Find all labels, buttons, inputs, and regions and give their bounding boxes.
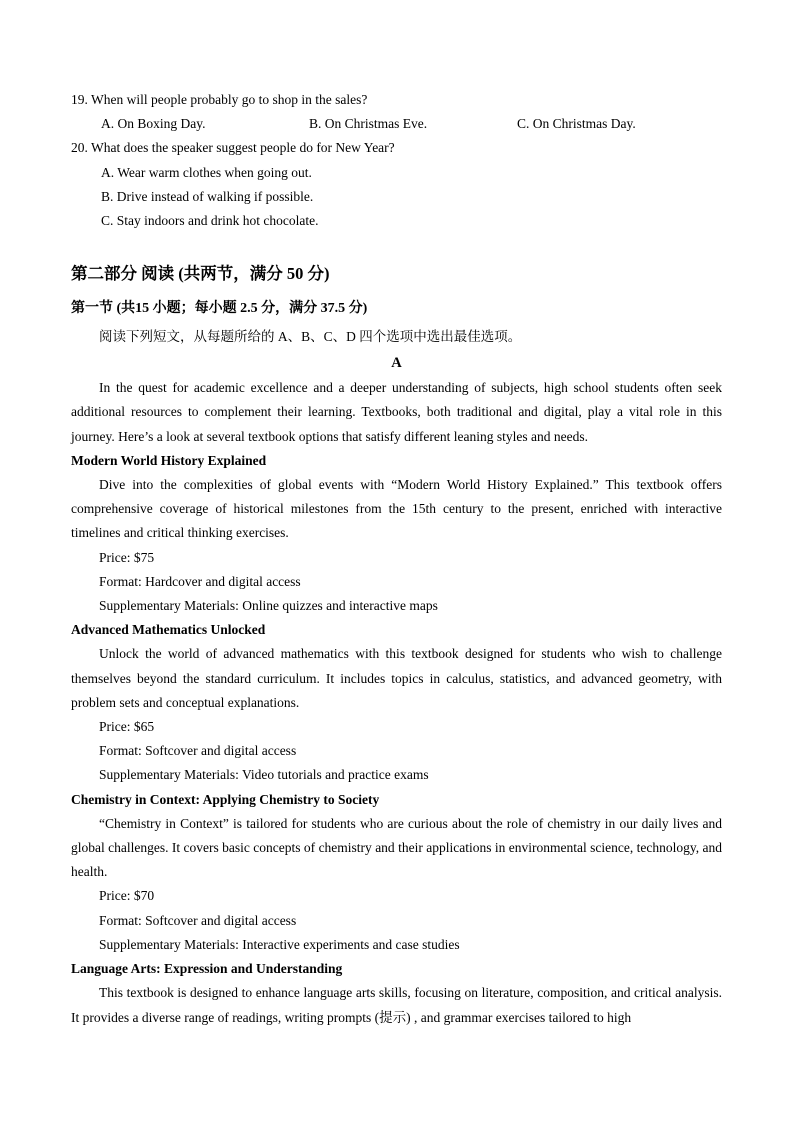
book-2-price: Price: $65	[99, 719, 155, 735]
passage-label-a: A	[391, 355, 402, 372]
book-3-price: Price: $70	[99, 888, 155, 904]
book-3-format: Format: Softcover and digital access	[99, 912, 297, 928]
question-20-option-a: A. Wear warm clothes when going out.	[101, 164, 312, 180]
book-4-title: Language Arts: Expression and Understanding	[71, 961, 343, 977]
book-2-supplementary: Supplementary Materials: Video tutorials and practice exams	[99, 767, 429, 783]
book-4-description: This textbook is designed to enhance language arts skills, focusing on literature, composition, and critical analysis. It provides a diverse range of readings, writing prompts (提示) , and grammar exercises tailored to high	[71, 985, 722, 1025]
book-2-description: Unlock the world of advanced mathematics with this textbook designed for students who wish to challenge themselves beyond the standard curriculum. It includes topics in calculus, statistics, and advanced geometry, with problem sets and conceptual explanations.	[71, 646, 722, 710]
question-19-text: 19. When will people probably go to shop in the sales?	[71, 92, 368, 107]
book-2-format: Format: Softcover and digital access	[99, 743, 297, 759]
passage-intro: In the quest for academic excellence and a deeper understanding of subjects, high school students often seek additional resources to complement their learning. Textbooks, both traditional and digital, play a vital role in this journey. Here’s a look at several textbook options that satisfy different leaning styles and needs.	[71, 380, 722, 444]
book-2-title: Advanced Mathematics Unlocked	[71, 622, 266, 638]
book-1-price: Price: $75	[99, 549, 155, 565]
book-3-description: “Chemistry in Context” is tailored for students who are curious about the role of chemistry in our daily lives and global challenges. It covers basic concepts of chemistry and their applications in environmental science, technology, and health.	[71, 815, 722, 880]
question-20-option-b: B. Drive instead of walking if possible.	[101, 188, 314, 204]
section-one-header: 第一节 (共15 小题；每小题 2.5 分，满分 37.5 分)	[71, 301, 368, 317]
reading-instruction: 阅读下列短文，从每题所给的 A、B、C、D 四个选项中选出最佳选项。	[99, 329, 522, 345]
book-3-supplementary: Supplementary Materials: Interactive experiments and case studies	[99, 936, 460, 952]
question-19-option-c: C. On Christmas Day.	[517, 116, 636, 132]
question-20-option-c: C. Stay indoors and drink hot chocolate.	[101, 213, 319, 229]
book-1-format: Format: Hardcover and digital access	[99, 573, 301, 589]
book-1-title: Modern World History Explained	[71, 452, 267, 468]
question-19-option-b: B. On Christmas Eve.	[309, 116, 428, 132]
book-1-supplementary: Supplementary Materials: Online quizzes and interactive maps	[99, 598, 438, 614]
book-3-title: Chemistry in Context: Applying Chemistry to Society	[71, 791, 380, 807]
part-two-header: 第二部分 阅读 (共两节，满分 50 分)	[71, 264, 330, 284]
question-20-text: 20. What does the speaker suggest people do for New Year?	[71, 140, 395, 156]
book-1-description: Dive into the complexities of global events with “Modern World History Explained.” This textbook offers comprehensive coverage of historical milestones from the 15th century to the present, enriched with interactive timelines and critical thinking exercises.	[71, 477, 722, 541]
question-19-options	[71, 112, 722, 136]
question-19-option-a: A. On Boxing Day.	[101, 116, 206, 132]
